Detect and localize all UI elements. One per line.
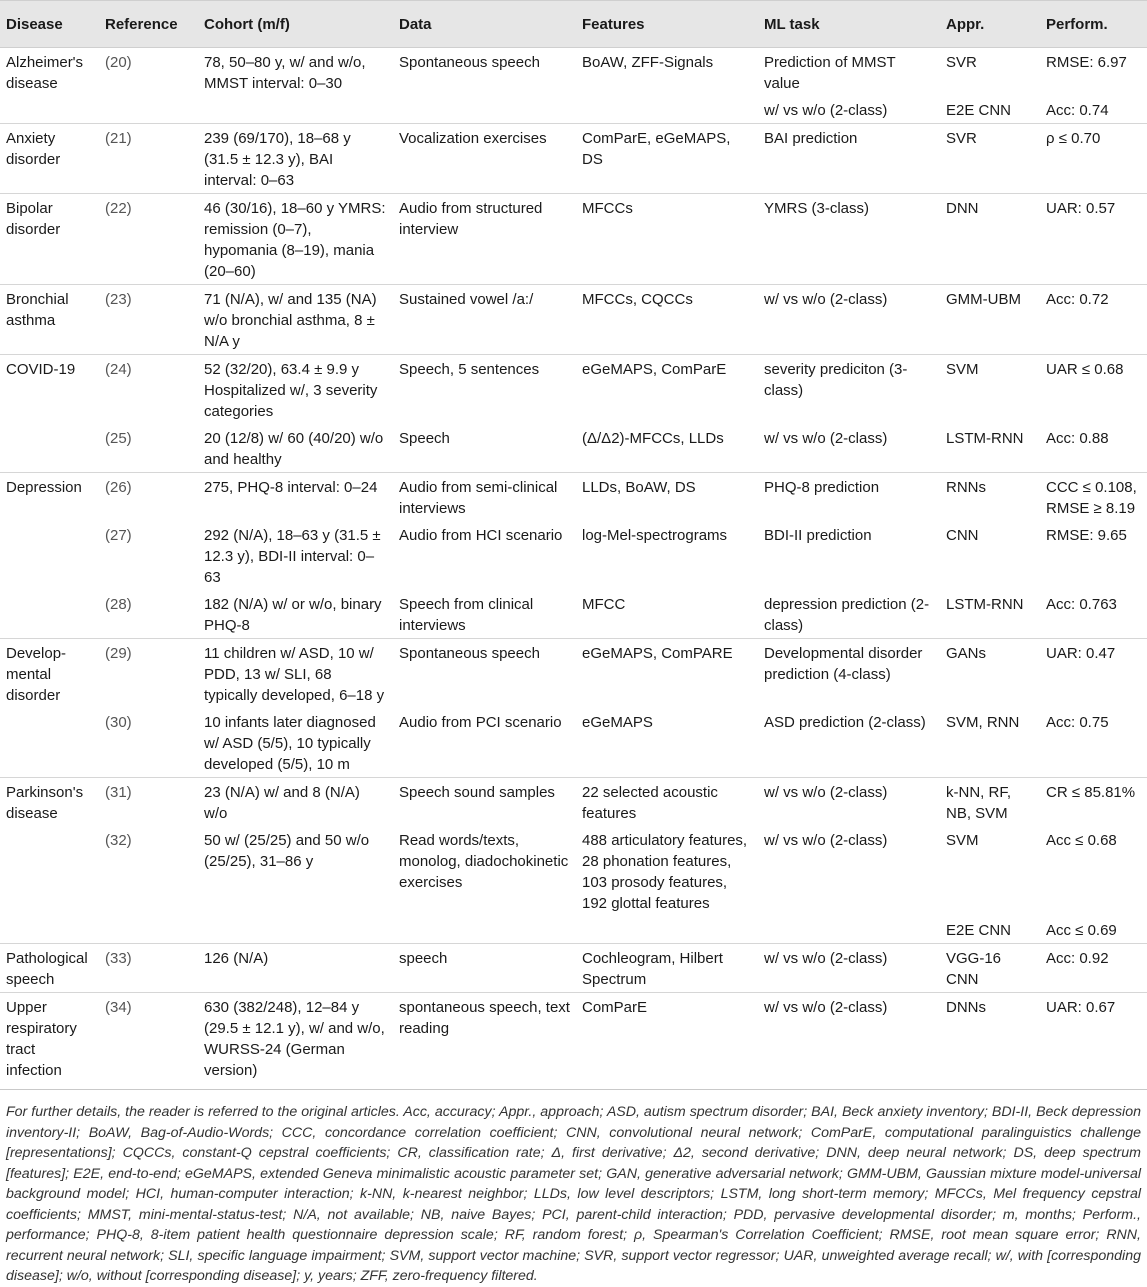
- reference-link[interactable]: (28): [99, 590, 198, 639]
- header-disease: Disease: [0, 1, 99, 48]
- reference-link[interactable]: (32): [99, 826, 198, 916]
- table-row: [0, 993, 1147, 1090]
- table-row: [0, 778, 1147, 827]
- table-row: [0, 944, 1147, 993]
- performance-cell: Acc ≤ 0.69: [1040, 916, 1147, 944]
- disease-cell: Develop-mental disorder: [0, 639, 99, 709]
- header-data: Data: [393, 1, 576, 48]
- table-row: [0, 285, 1147, 355]
- approach-cell: SVM, RNN: [940, 708, 1040, 778]
- cohort-cell: 292 (N/A), 18–63 y (31.5 ± 12.3 y), BDI-II interval: 0–63: [198, 521, 393, 590]
- data-cell: Read words/texts, monolog, diadochokinetic exercises: [393, 826, 576, 916]
- performance-cell: UAR: 0.67: [1040, 993, 1147, 1090]
- disease-cell: Parkinson's disease: [0, 778, 99, 827]
- data-cell: Speech, 5 sentences: [393, 355, 576, 425]
- ml-task-cell: w/ vs w/o (2-class): [758, 285, 940, 355]
- disease-cell: Bronchial asthma: [0, 285, 99, 355]
- header-features: Features: [576, 1, 758, 48]
- disease-cell: Alzheimer's disease: [0, 48, 99, 97]
- table-row: [0, 48, 1147, 97]
- header-approach: Appr.: [940, 1, 1040, 48]
- performance-cell: UAR ≤ 0.68: [1040, 355, 1147, 425]
- reference-link[interactable]: (20): [99, 48, 198, 97]
- header-reference: Reference: [99, 1, 198, 48]
- cohort-cell: 182 (N/A) w/ or w/o, binary PHQ-8: [198, 590, 393, 639]
- data-cell: spontaneous speech, text reading: [393, 993, 576, 1090]
- reference-link[interactable]: (22): [99, 194, 198, 285]
- features-cell: Cochleogram, Hilbert Spectrum: [576, 944, 758, 993]
- data-cell: Speech sound samples: [393, 778, 576, 827]
- reference-link[interactable]: (29): [99, 639, 198, 709]
- features-cell: (Δ/Δ2)-MFCCs, LLDs: [576, 424, 758, 473]
- approach-cell: k-NN, RF, NB, SVM: [940, 778, 1040, 827]
- performance-cell: Acc ≤ 0.68: [1040, 826, 1147, 916]
- reference-link[interactable]: (23): [99, 285, 198, 355]
- performance-cell: UAR: 0.47: [1040, 639, 1147, 709]
- reference-link[interactable]: (27): [99, 521, 198, 590]
- disease-cell: [0, 708, 99, 778]
- data-cell: Audio from semi-clinical interviews: [393, 473, 576, 522]
- performance-cell: Acc: 0.92: [1040, 944, 1147, 993]
- cohort-cell: 71 (N/A), w/ and 135 (NA) w/o bronchial asthma, 8 ± N/A y: [198, 285, 393, 355]
- table-row: [0, 521, 1147, 590]
- ml-task-cell: PHQ-8 prediction: [758, 473, 940, 522]
- reference-link[interactable]: (31): [99, 778, 198, 827]
- reference-link[interactable]: [99, 96, 198, 124]
- ml-task-cell: YMRS (3-class): [758, 194, 940, 285]
- table-row: [0, 639, 1147, 709]
- table-row: [0, 194, 1147, 285]
- features-cell: 22 selected acoustic features: [576, 778, 758, 827]
- cohort-cell: 10 infants later diagnosed w/ ASD (5/5), 10 typically developed (5/5), 10 m: [198, 708, 393, 778]
- table-row: [0, 826, 1147, 916]
- cohort-cell: 46 (30/16), 18–60 y YMRS: remission (0–7), hypomania (8–19), mania (20–60): [198, 194, 393, 285]
- ml-task-cell: Prediction of MMST value: [758, 48, 940, 97]
- reference-link[interactable]: (30): [99, 708, 198, 778]
- disease-cell: Pathological speech: [0, 944, 99, 993]
- approach-cell: E2E CNN: [940, 96, 1040, 124]
- ml-task-cell: Developmental disorder prediction (4-class): [758, 639, 940, 709]
- approach-cell: CNN: [940, 521, 1040, 590]
- table-row: [0, 590, 1147, 639]
- cohort-cell: [198, 96, 393, 124]
- ml-task-cell: w/ vs w/o (2-class): [758, 424, 940, 473]
- ml-task-cell: BDI-II prediction: [758, 521, 940, 590]
- approach-cell: LSTM-RNN: [940, 424, 1040, 473]
- cohort-cell: [198, 916, 393, 944]
- disease-cell: Bipolar disorder: [0, 194, 99, 285]
- table-row: [0, 473, 1147, 522]
- performance-cell: ρ ≤ 0.70: [1040, 124, 1147, 194]
- disease-cell: Upper respiratory tract infection: [0, 993, 99, 1090]
- performance-cell: Acc: 0.88: [1040, 424, 1147, 473]
- features-cell: BoAW, ZFF-Signals: [576, 48, 758, 97]
- cohort-cell: 50 w/ (25/25) and 50 w/o (25/25), 31–86 y: [198, 826, 393, 916]
- table-row: [0, 355, 1147, 425]
- data-cell: Audio from structured interview: [393, 194, 576, 285]
- features-cell: MFCC: [576, 590, 758, 639]
- cohort-cell: 52 (32/20), 63.4 ± 9.9 y Hospitalized w/, 3 severity categories: [198, 355, 393, 425]
- cohort-cell: 78, 50–80 y, w/ and w/o, MMST interval: 0–30: [198, 48, 393, 97]
- reference-link[interactable]: (24): [99, 355, 198, 425]
- ml-task-cell: [758, 916, 940, 944]
- features-cell: eGeMAPS, ComParE: [576, 355, 758, 425]
- data-cell: Spontaneous speech: [393, 48, 576, 97]
- approach-cell: DNN: [940, 194, 1040, 285]
- performance-cell: UAR: 0.57: [1040, 194, 1147, 285]
- features-cell: 488 articulatory features, 28 phonation features, 103 prosody features, 192 glottal features: [576, 826, 758, 916]
- approach-cell: LSTM-RNN: [940, 590, 1040, 639]
- performance-cell: CCC ≤ 0.108, RMSE ≥ 8.19: [1040, 473, 1147, 522]
- table-row: [0, 424, 1147, 473]
- approach-cell: DNNs: [940, 993, 1040, 1090]
- data-cell: Audio from HCI scenario: [393, 521, 576, 590]
- disease-cell: Anxiety disorder: [0, 124, 99, 194]
- reference-link[interactable]: (34): [99, 993, 198, 1090]
- table-row: [0, 916, 1147, 944]
- cohort-cell: 126 (N/A): [198, 944, 393, 993]
- disease-cell: [0, 590, 99, 639]
- approach-cell: SVR: [940, 124, 1040, 194]
- disease-cell: COVID-19: [0, 355, 99, 425]
- ml-task-cell: severity prediciton (3-class): [758, 355, 940, 425]
- cohort-cell: 11 children w/ ASD, 10 w/ PDD, 13 w/ SLI, 68 typically developed, 6–18 y: [198, 639, 393, 709]
- ml-task-cell: ASD prediction (2-class): [758, 708, 940, 778]
- approach-cell: E2E CNN: [940, 916, 1040, 944]
- reference-link[interactable]: (25): [99, 424, 198, 473]
- approach-cell: GANs: [940, 639, 1040, 709]
- reference-link[interactable]: (33): [99, 944, 198, 993]
- header-cohort: Cohort (m/f): [198, 1, 393, 48]
- ml-task-cell: w/ vs w/o (2-class): [758, 96, 940, 124]
- performance-cell: CR ≤ 85.81%: [1040, 778, 1147, 827]
- header-performance: Perform.: [1040, 1, 1147, 48]
- cohort-cell: 275, PHQ-8 interval: 0–24: [198, 473, 393, 522]
- approach-cell: SVM: [940, 355, 1040, 425]
- data-cell: Speech from clinical interviews: [393, 590, 576, 639]
- disease-cell: [0, 521, 99, 590]
- data-cell: Speech: [393, 424, 576, 473]
- table-header-row: [0, 1, 1147, 48]
- features-cell: MFCCs: [576, 194, 758, 285]
- ml-task-cell: w/ vs w/o (2-class): [758, 778, 940, 827]
- header-ml-task: ML task: [758, 1, 940, 48]
- features-cell: [576, 916, 758, 944]
- table-row: [0, 708, 1147, 778]
- data-cell: Spontaneous speech: [393, 639, 576, 709]
- features-cell: MFCCs, CQCCs: [576, 285, 758, 355]
- data-cell: [393, 916, 576, 944]
- features-cell: eGeMAPS: [576, 708, 758, 778]
- performance-cell: Acc: 0.74: [1040, 96, 1147, 124]
- ml-task-cell: depression prediction (2-class): [758, 590, 940, 639]
- data-cell: speech: [393, 944, 576, 993]
- data-cell: [393, 96, 576, 124]
- approach-cell: RNNs: [940, 473, 1040, 522]
- ml-task-cell: BAI prediction: [758, 124, 940, 194]
- approach-cell: GMM-UBM: [940, 285, 1040, 355]
- disease-cell: [0, 96, 99, 124]
- disease-cell: [0, 826, 99, 916]
- cohort-cell: 20 (12/8) w/ 60 (40/20) w/o and healthy: [198, 424, 393, 473]
- ml-task-cell: w/ vs w/o (2-class): [758, 826, 940, 916]
- data-cell: Sustained vowel /a:/: [393, 285, 576, 355]
- disease-cell: [0, 916, 99, 944]
- performance-cell: RMSE: 9.65: [1040, 521, 1147, 590]
- features-cell: log-Mel-spectrograms: [576, 521, 758, 590]
- performance-cell: Acc: 0.763: [1040, 590, 1147, 639]
- performance-cell: Acc: 0.72: [1040, 285, 1147, 355]
- features-cell: LLDs, BoAW, DS: [576, 473, 758, 522]
- ml-task-cell: w/ vs w/o (2-class): [758, 944, 940, 993]
- reference-link[interactable]: (21): [99, 124, 198, 194]
- data-cell: Vocalization exercises: [393, 124, 576, 194]
- performance-cell: RMSE: 6.97: [1040, 48, 1147, 97]
- features-cell: ComParE, eGeMAPS, DS: [576, 124, 758, 194]
- features-cell: [576, 96, 758, 124]
- disease-cell: [0, 424, 99, 473]
- data-cell: Audio from PCI scenario: [393, 708, 576, 778]
- table-row: [0, 96, 1147, 124]
- disease-cell: Depression: [0, 473, 99, 522]
- approach-cell: SVR: [940, 48, 1040, 97]
- cohort-cell: 630 (382/248), 12–84 y (29.5 ± 12.1 y), w/ and w/o, WURSS-24 (German version): [198, 993, 393, 1090]
- ml-task-cell: w/ vs w/o (2-class): [758, 993, 940, 1090]
- performance-cell: Acc: 0.75: [1040, 708, 1147, 778]
- approach-cell: VGG-16 CNN: [940, 944, 1040, 993]
- table-footnote: For further details, the reader is referred to the original articles. Acc, accuracy; Appr., approach; ASD, autism spectrum disorder; BAI, Beck anxiety inventory; BDI-II, Beck depression inventory-II; BoAW, Bag-of-Audio-Words; CCC, concordance correlation coefficient; CNN, convolutional neural network; ComParE, computational paralinguistics challenge [representations]; CQCCs, constant-Q cepstral coefficients; CR, classification rate; Δ, first derivative; Δ2, second derivative; DNN, deep neural network; DS, deep spectrum [features]; E2E, end-to-end; eGeMAPS, extended Geneva minimalistic acoustic parameter set; GAN, generative adversarial network; GMM-UBM, Gaussian mixture model-universal background model; HCI, human-computer interaction; k-NN, k-nearest neighbor; LLDs, low level descriptors; LSTM, long short-term memory; MFCCs, Mel frequency cepstral coefficients; MMST, mini-mental-status-test; N/A, not available; NB, naive Bayes; PCI, parent-child interaction; PDD, pervasive developmental disorder; m, months; Perform., performance; PHQ-8, 8-item patient health questionnaire depression scale; RF, random forest; ρ, Spearman's Correlation Coefficient; RMSE, root mean square error; RNN, recurrent neural network; SLI, specific language impairment; SVM, support vector machine; SVR, support vector regressor; UAR, unweighted average recall; w/, with [corresponding disease]; w/o, without [corresponding disease]; y, years; ZFF, zero-frequency filtered.: [6, 1104, 1141, 1284]
- table-row: [0, 124, 1147, 194]
- reference-link[interactable]: (26): [99, 473, 198, 522]
- cohort-cell: 23 (N/A) w/ and 8 (N/A) w/o: [198, 778, 393, 827]
- reference-link[interactable]: [99, 916, 198, 944]
- features-cell: ComParE: [576, 993, 758, 1090]
- approach-cell: SVM: [940, 826, 1040, 916]
- cohort-cell: 239 (69/170), 18–68 y (31.5 ± 12.3 y), BAI interval: 0–63: [198, 124, 393, 194]
- features-cell: eGeMAPS, ComPARE: [576, 639, 758, 709]
